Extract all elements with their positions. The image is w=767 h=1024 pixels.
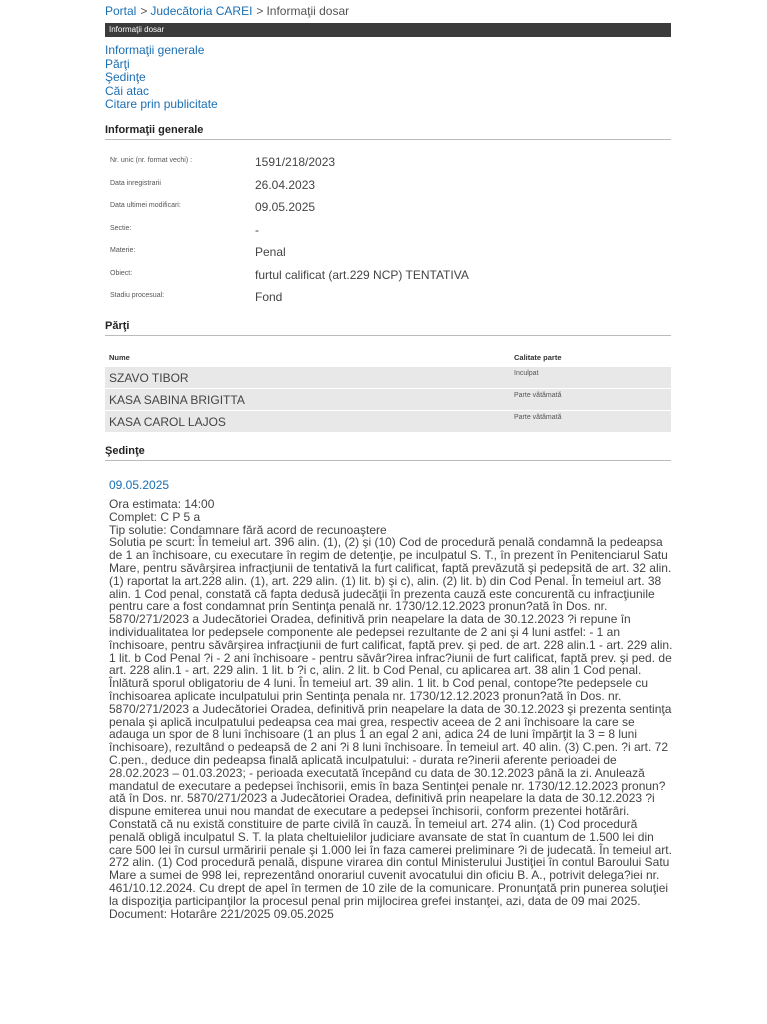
- info-label: Data inregistrarii: [110, 180, 161, 187]
- party-role: Inculpat: [514, 370, 539, 377]
- parties-title: Părţi: [105, 320, 671, 336]
- table-row: [105, 367, 671, 388]
- info-value: -: [255, 223, 259, 237]
- hearing-solution-type: Tip solutie: Condamnare fără acord de recunoaştere: [109, 522, 387, 537]
- hearing-details: [109, 498, 675, 920]
- hearing-document: Document: Hotarâre 221/2025 09.05.2025: [109, 906, 334, 921]
- breadcrumb: [105, 4, 349, 18]
- hearing-panel: Complet: C P 5 a: [109, 509, 201, 524]
- nav-link-hearings[interactable]: Şedinţe: [105, 70, 146, 84]
- party-role: Parte vătămată: [514, 392, 562, 399]
- party-name: SZAVO TIBOR: [109, 371, 189, 385]
- info-value: 26.04.2023: [255, 178, 316, 192]
- hearing-date: 09.05.2025: [109, 478, 170, 492]
- info-value: furtul calificat (art.229 NCP) TENTATIVA: [255, 268, 469, 282]
- table-row: [105, 389, 671, 410]
- info-label: Materie:: [110, 247, 136, 254]
- info-label: Nr. unic (nr. format vechi) :: [110, 157, 193, 164]
- breadcrumb-separator: >: [256, 4, 264, 18]
- party-name: KASA CAROL LAJOS: [109, 415, 226, 429]
- hearing-time: Ora estimata: 14:00: [109, 497, 215, 511]
- info-value: Penal: [255, 245, 286, 259]
- breadcrumb-portal-link[interactable]: Portal: [105, 4, 137, 18]
- nav-link-citations[interactable]: Citare prin publicitate: [105, 97, 218, 111]
- info-label: Data ultimei modificari:: [110, 202, 181, 209]
- breadcrumb-current: Informaţii dosar: [266, 4, 350, 18]
- column-header-role: Calitate parte: [514, 353, 562, 362]
- nav-link-parties[interactable]: Părţi: [105, 56, 130, 71]
- section-nav: [105, 44, 218, 112]
- info-value: 09.05.2025: [255, 200, 316, 214]
- info-label: Sectie:: [110, 225, 132, 232]
- breadcrumb-court-link[interactable]: Judecătoria CAREI: [150, 4, 253, 18]
- parties-table-header: [105, 351, 671, 365]
- info-label: Obiect:: [110, 270, 133, 277]
- table-row: [105, 411, 671, 432]
- party-name: KASA SABINA BRIGITTA: [109, 393, 245, 407]
- hearings-title: Şedinţe: [105, 445, 671, 461]
- info-label: Stadiu procesual:: [110, 292, 165, 299]
- section-header-bar: Informaţii dosar: [105, 23, 671, 37]
- party-role: Parte vătămată: [514, 414, 562, 421]
- info-value: 1591/218/2023: [255, 155, 336, 169]
- info-value: Fond: [255, 290, 283, 304]
- nav-link-appeals[interactable]: Căi atac: [105, 83, 150, 98]
- general-info-title: Informaţii generale: [105, 124, 671, 140]
- column-header-name: Nume: [109, 353, 130, 362]
- hearing-solution-summary: Solutia pe scurt: În temeiul art. 396 alin. (1), (2) şi (10) Cod de procedură penală condamnă la pedeapsa de 1 an închisoare, cu executare în regim de detenţie, pe inculpatul S. T., în prezent în Penitenciarul Satu Mare, pentru săvârşirea infracţiunii de tentativă la furt calificat, faptă prevăzută şi pedepsită de art. 32 alin. (1) raportat la art.228 alin. (1), art. 229 alin. (1) lit. b) şi c), alin. (2) lit. b) din Cod Penal. În temeiul art. 38 alin. 1 Cod penal, constată că fapta dedusă judecăţii în prezenta cauză este concurentă cu infracţiunile pentru care a fost condamnat prin Sentinţa penală nr. 1730/12.12.2023 pronun?ată în Dos. nr. 5870/271/2023 a Judecătoriei Oradea, definitivă prin neapelare la data de 30.12.2023 ?i repune în individualitatea lor pedepsele componente ale pedepsei rezultante de 2 ani şi 4 luni astfel: - 1 an închisoare, pentru săvârşirea infracţiunii de furt calificat, faptă prev. şi ped. de art. 228 alin.1 - art. 229 alin. 1 lit. b Cod Penal ?i - 2 ani închisoare - pentru săvâr?irea infrac?iunii de furt calificat, faptă prev. şi ped. de art. 228 alin.1 - art. 229 alin. 1 lit. b ?i c, alin. 2 lit. b Cod Penal, cu aplicarea art. 38 alin 1 Cod penal. Înlătură sporul obligatoriu de 4 luni. În temeiul art. 39 alin. 1 lit. b Cod penal, contope?te pedepsele cu închisoarea aplicate inculpatului prin Sentinţa penala nr. 1730/12.12.2023 pronun?ată în Dos. nr. 5870/271/2023 a Judecătoriei Oradea, definitivă prin neapelare la data de 30.12.2023 şi prezenta sentinţa penala şi aplică inculpatului pedeapsa cea mai grea, respectiv aceea de 2 ani închisoare la care se adauga un spor de 8 luni închisoare (1 an plus 1 an egal 2 ani, adica 24 de luni împărţit la 3 = 8 luni închisoare), rezultând o pedeapsă de 2 ani ?i 8 luni închisoare. În temeiul art. 40 alin. (3) C.pen. ?i art. 72 C.pen., deduce din pedeapsa finală aplicată inculpatului: - durata re?inerii aferente perioadei de 28.02.2023 – 01.03.2023; - perioada executată începând cu data de 30.12.2023 până la zi. Anulează mandatul de executare a pedepsei închisorii, emis în baza Sentinţei penale nr. 1730/12.12.2023 pronun?ată în Dos. nr. 5870/271/2023 a Judecătoriei Oradea, definitivă prin neapelare la data de 30.12.2023 ?i dispune emiterea unui nou mandat de executare a pedepsei închisorii, conform prezentei hotărâri. Constată că nu există constituire de parte civilă în cauză. În temeiul art. 274 alin. (1) Cod procedură penală obligă inculpatul S. T. la plata cheltuielilor judiciare avansate de stat în cuantum de 1.500 lei din care 500 lei în cursul urmăririi penale şi 1.000 lei în faza camerei preliminare ?i de judecată. În temeiul art. 272 alin. (1) Cod procedură penală, dispune virarea din contul Ministerului Justiţiei în contul Baroului Satu Mare a sumei de 998 lei, reprezentând onorariul cuvenit avocatului din oficiu B. A., potrivit delega?iei nr. 461/10.12.2024. Cu drept de apel în termen de 10 zile de la comunicare. Pronunţată prin punerea soluţiei la dispoziţia participanţilor la procesul penal prin mijlocirea grefei instanţei, azi, data de 09 mai 2025.: [109, 535, 673, 908]
- nav-link-general[interactable]: Informaţii generale: [105, 43, 205, 57]
- breadcrumb-separator: >: [140, 4, 148, 18]
